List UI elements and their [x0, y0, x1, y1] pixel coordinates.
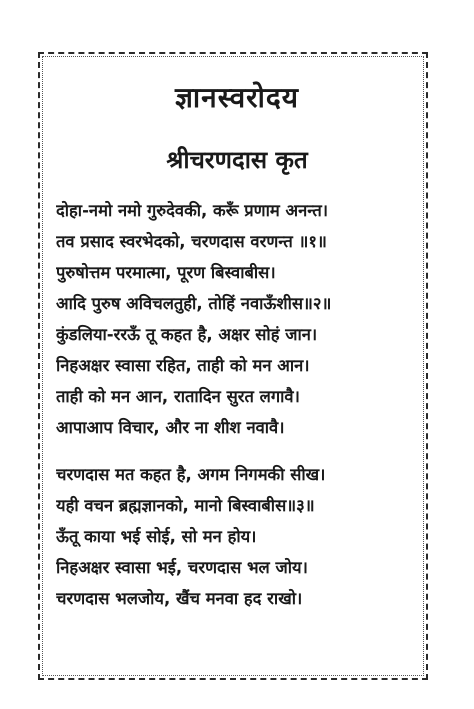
verse-line: दोहा-नमो नमो गुरुदेवकी, करूँ प्रणाम अनन्त। [56, 201, 328, 220]
page-subtitle: श्रीचरणदास कृत [166, 146, 308, 174]
verse-line: चरणदास भलजोय, खैंच मनवा हद राखो। [56, 589, 303, 608]
verse-line: आदि पुरुष अविचलतुही, तोहिं नवाऊँशीस॥२॥ [56, 294, 332, 313]
verse-block [56, 195, 418, 614]
page-title: ज्ञानस्वरोदय [174, 81, 299, 114]
verse-line: निहअक्षर स्वासा भई, चरणदास भल जोय। [56, 558, 308, 577]
verse-line: पुरुषोत्तम परमात्मा, पूरण बिस्वाबीस। [56, 263, 276, 282]
stanza-gap [56, 443, 418, 459]
verse-line: ताही को मन आन, रातादिन सुरत लगावै। [56, 387, 300, 406]
verse-line: कुंडलिया-ररऊँ तू कहत है, अक्षर सोहं जान। [56, 325, 318, 344]
verse-line: यही वचन ब्रह्मज्ञानको, मानो बिस्वाबीस॥३॥ [56, 496, 315, 515]
verse-line: तव प्रसाद स्वरभेदको, चरणदास वरणन्त ॥१॥ [56, 232, 327, 251]
verse-line: आपाआप विचार, और ना शीश नवावै। [56, 418, 285, 437]
verse-line: चरणदास मत कहत है, अगम निगमकी सीख। [56, 465, 326, 484]
verse-line: निहअक्षर स्वासा रहित, ताही को मन आन। [56, 356, 310, 375]
verse-line: ऊँतू काया भई सोई, सो मन होय। [56, 527, 257, 546]
